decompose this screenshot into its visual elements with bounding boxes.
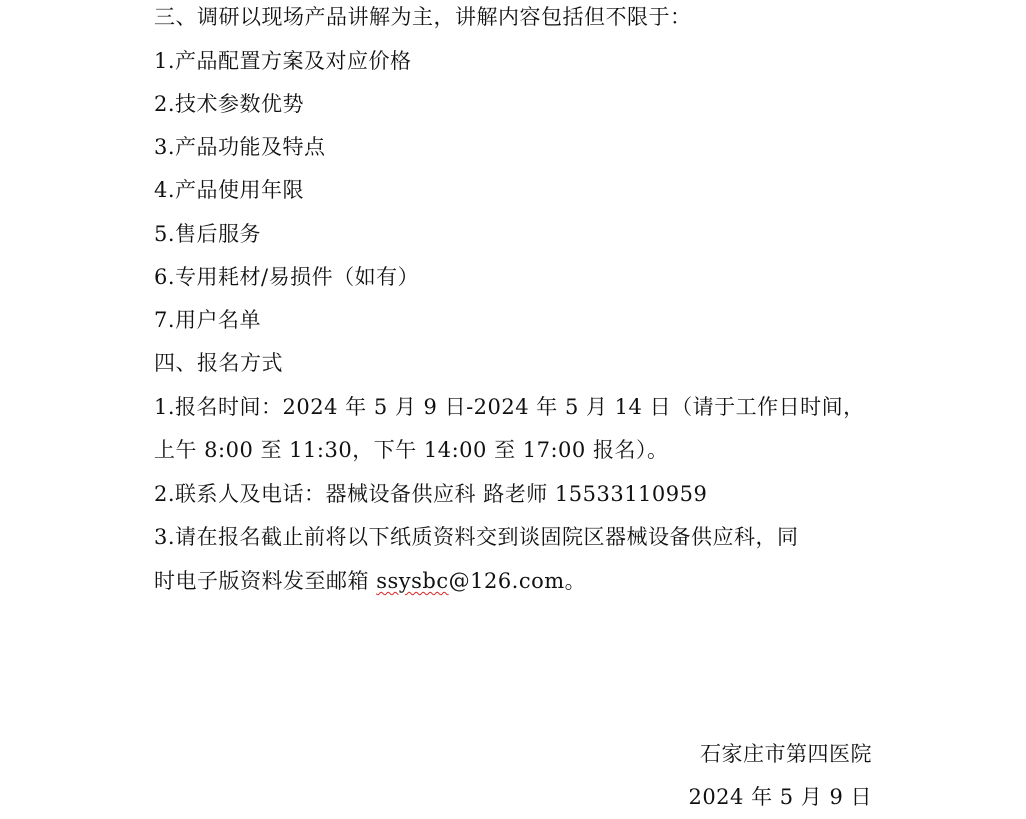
submission-prefix: 时电子版资料发至邮箱 (154, 569, 377, 593)
contact-line: 2.联系人及电话：器械设备供应科 路老师 15533110959 (154, 482, 708, 506)
list-item: 3.产品功能及特点 (154, 135, 326, 159)
list-item: 4.产品使用年限 (154, 178, 305, 202)
list-item: 2.技术参数优势 (154, 92, 305, 116)
list-item: 6.专用耗材/易损件（如有） (154, 265, 420, 289)
signature-organization: 石家庄市第四医院 (700, 742, 872, 766)
section3-heading: 三、调研以现场产品讲解为主，讲解内容包括但不限于： (154, 5, 692, 29)
registration-time-line1: 1.报名时间：2024 年 5 月 9 日-2024 年 5 月 14 日（请于工作日时间， (154, 395, 865, 419)
list-item: 7.用户名单 (154, 308, 262, 332)
list-item: 1.产品配置方案及对应价格 (154, 49, 412, 73)
section4-heading: 四、报名方式 (154, 351, 283, 375)
submission-line2 (154, 568, 586, 594)
signature-date: 2024 年 5 月 9 日 (688, 785, 872, 809)
email-domain: @126.com。 (448, 569, 587, 593)
registration-time-line2: 上午 8:00 至 11:30，下午 14:00 至 17:00 报名）。 (154, 438, 669, 462)
list-item: 5.售后服务 (154, 222, 262, 246)
email-user: ssysbc (376, 569, 449, 593)
submission-line1: 3.请在报名截止前将以下纸质资料交到谈固院区器械设备供应科，同 (154, 525, 799, 549)
